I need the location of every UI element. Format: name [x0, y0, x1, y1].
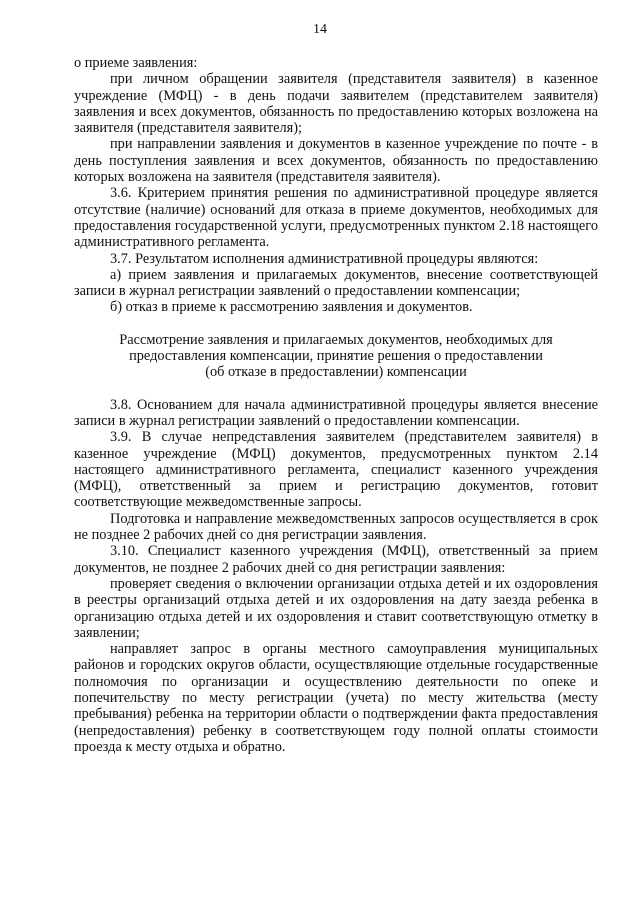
paragraph-3-7-b: б) отказ в приеме к рассмотрению заявления и документов. [110, 299, 473, 316]
paragraph-3-7: 3.7. Результатом исполнения административной процедуры являются: [110, 250, 539, 267]
paragraph-3-8: 3.8. Основанием для начала административной процедуры является внесение записи в журнал регистрации заявлений о предоставлении компенсации. [74, 396, 598, 429]
section-heading-line-1: Рассмотрение заявления и прилагаемых документов, необходимых для [119, 331, 553, 348]
spacer [74, 381, 598, 397]
paragraph-interagency-requests: Подготовка и направление межведомственных запросов осуществляется в срок не позднее 2 рабочих дней со дня регистрации заявления. [74, 510, 598, 544]
section-heading [74, 332, 598, 381]
section-heading-line-3: (об отказе в предоставлении) компенсации [205, 364, 467, 381]
paragraph-personal-appeal: при личном обращении заявителя (представителя заявителя) в казенное учреждение (МФЦ) - в день подачи заявителем (представителем заявителя) заявления и всех документов, обязанность по предоставлению которых возложена на заявителя (представителя заявителя); [74, 71, 598, 137]
paragraph-3-7-a: а) прием заявления и прилагаемых документов, внесение соответствующей записи в журнал регистрации заявлений о предоставлении компенсации; [74, 266, 598, 300]
page-number: 14 [313, 22, 327, 37]
spacer [74, 316, 598, 332]
paragraph-3-6: 3.6. Критерием принятия решения по административной процедуре является отсутствие (наличие) оснований для отказа в приеме документов, необходимых для предоставления государственной услуги, предусмотренных пунктом 2.18 настоящего административного регламента. [74, 185, 598, 251]
paragraph-verification: проверяет сведения о включении организации отдыха детей и их оздоровления в реестры организаций отдыха детей и их оздоровления на дату заезда ребенка в организацию отдыха детей и их оздоровления и ставит соответствующую отметку в заявлении; [74, 575, 598, 641]
paragraph-postal-submission: при направлении заявления и документов в казенное учреждение по почте - в день поступления заявления и всех документов, обязанность по предоставлению которых возложена на заявителя (представителя заявителя). [74, 136, 598, 186]
paragraph-3-9: 3.9. В случае непредставления заявителем (представителем заявителя) в казенное учреждение (МФЦ) документов, предусмотренных пунктом 2.14 настоящего административного регламента, специалист казенного учреждения (МФЦ), ответственный за прием и регистрацию документов, готовит соответствующие межведомственные запросы. [74, 429, 598, 511]
paragraph-3-10: 3.10. Специалист казенного учреждения (МФЦ), ответственный за прием документов, не позднее 2 рабочих дней со дня регистрации заявления: [74, 543, 598, 576]
paragraph-continuation: о приеме заявления: [74, 55, 198, 71]
document-body [74, 55, 598, 755]
paragraph-request-to-authorities: направляет запрос в органы местного самоуправления муниципальных районов и городских округов области, осуществляющие отдельные государственные полномочия по организации и осуществлению деятельности по опеке и попечительству по месту регистрации (учета) по месту жительства (месту пребывания) ребенка на территории области о подтверждении факта предоставления (непредоставления) ребенку в соответствующем году полной оплаты стоимости проезда к месту отдыха и обратно. [74, 641, 598, 755]
section-heading-line-2: предоставления компенсации, принятие решения о предоставлении [129, 348, 543, 365]
